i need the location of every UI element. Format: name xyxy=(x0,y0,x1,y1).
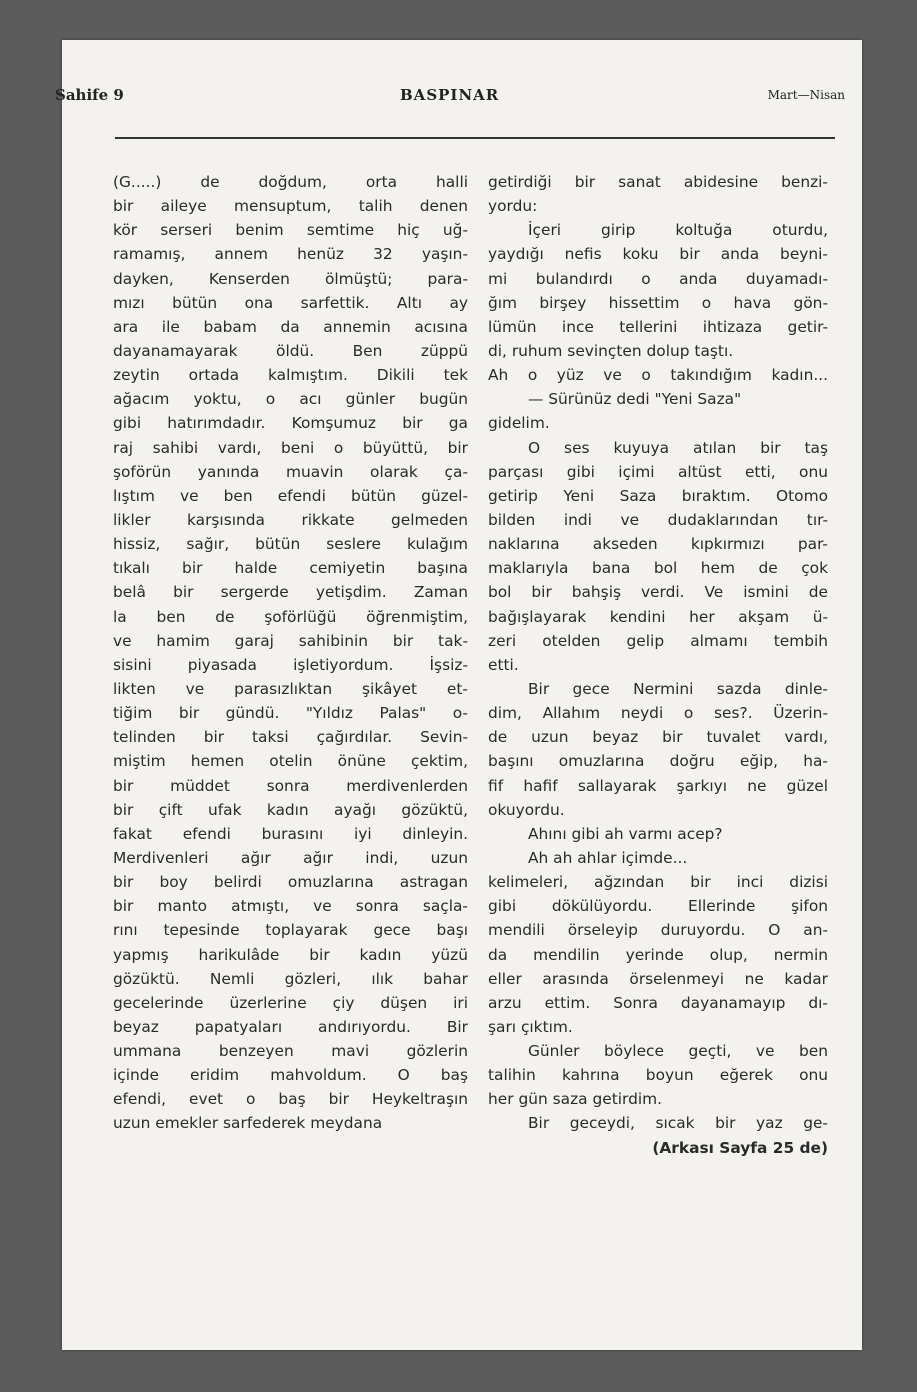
text-line: ummana benzeyen mavi gözlerin xyxy=(113,1042,468,1061)
text-line: zeri otelden gelip almamı tembih xyxy=(488,631,828,650)
text-line: ve hamim garaj sahibinin bir tak- xyxy=(113,631,468,650)
text-line: gecelerinde üzerlerine çiy düşen iri xyxy=(113,993,468,1012)
text-line: okuyordu. xyxy=(488,800,565,819)
text-line: fakat efendi burasını iyi dinleyin. xyxy=(113,824,468,843)
text-line: mızı bütün ona sarfettik. Altı ay xyxy=(113,293,468,312)
text-line: bir çift ufak kadın ayağı gözüktü, xyxy=(113,800,468,819)
left-text-column xyxy=(113,170,468,1136)
text-line: gidelim. xyxy=(488,414,550,433)
text-line: tiğim bir gündü. "Yıldız Palas" o- xyxy=(113,704,468,723)
text-line: uzun emekler sarfederek meydana xyxy=(113,1114,383,1133)
text-line: dim, Allahım neydi o ses?. Üzerin- xyxy=(488,704,828,723)
text-line: ara ile babam da annemin acısına xyxy=(113,317,468,336)
text-line: bir aileye mensuptum, talih denen xyxy=(113,197,468,216)
text-line: bağışlayarak kendini her akşam ü- xyxy=(488,607,828,626)
text-line: Bir geceydi, sıcak bir yaz ge- xyxy=(528,1114,828,1133)
text-line: Merdivenleri ağır ağır indi, uzun xyxy=(113,848,468,867)
header-divider xyxy=(115,137,835,139)
text-line: içinde eridim mahvoldum. O baş xyxy=(113,1066,468,1085)
text-line: kelimeleri, ağzından bir inci dizisi xyxy=(488,873,828,892)
text-line: belâ bir sergerde yetişdim. Zaman xyxy=(113,583,468,602)
text-line: fif hafif sallayarak şarkıyı ne güzel xyxy=(488,776,828,795)
text-line: Bir gece Nermini sazda dinle- xyxy=(528,679,828,698)
page-header xyxy=(55,76,845,116)
text-line: mendili örseleyip duruyordu. O an- xyxy=(488,921,828,940)
text-line: Ah o yüz ve o takındığım kadın... xyxy=(488,366,828,385)
text-line: talihin kahrına boyun eğerek onu xyxy=(488,1066,828,1085)
text-line: Günler böylece geçti, ve ben xyxy=(528,1042,828,1061)
text-line: etti. xyxy=(488,655,519,674)
text-line: — Sürünüz dedi "Yeni Saza" xyxy=(528,390,742,409)
text-line: getirdiği bir sanat abidesine benzi- xyxy=(488,173,828,191)
text-line: Ahını gibi ah varmı acep? xyxy=(528,824,723,843)
text-line: yapmış harikulâde bir kadın yüzü xyxy=(113,945,468,964)
text-line: her gün saza getirdim. xyxy=(488,1090,663,1109)
text-line: sisini piyasada işletiyordum. İşsiz- xyxy=(113,655,468,674)
text-line: (G.....) de doğdum, orta halli xyxy=(113,173,468,191)
text-line: bir müddet sonra merdivenlerden xyxy=(113,776,468,795)
text-line: likler karşısında rikkate gelmeden xyxy=(113,510,468,529)
text-line: efendi, evet o baş bir Heykeltraşın xyxy=(113,1090,468,1109)
issue-date: Mart—Nisan xyxy=(767,88,845,102)
text-line: gibi dökülüyordu. Ellerinde şifon xyxy=(488,897,828,916)
text-line: miştim hemen otelin önüne çektim, xyxy=(113,752,468,771)
text-line: da mendilin yerinde olup, nermin xyxy=(488,945,828,964)
text-line: lümün ince tellerini ihtizaza getir- xyxy=(488,317,828,336)
text-line: tıkalı bir halde cemiyetin başına xyxy=(113,559,468,578)
text-line: hissiz, sağır, bütün seslere kulağım xyxy=(113,535,468,554)
text-line: naklarına akseden kıpkırmızı par- xyxy=(488,535,828,554)
text-line: yaydığı nefis koku bir anda beyni- xyxy=(488,245,828,264)
text-line: eller arasında örselenmeyi ne kadar xyxy=(488,969,828,988)
text-line: bir boy belirdi omuzlarına astragan xyxy=(113,873,468,892)
text-line: likten ve parasızlıktan şikâyet et- xyxy=(113,679,468,698)
text-line: parçası gibi içimi altüst etti, onu xyxy=(488,462,828,481)
text-line: İçeri girip koltuğa oturdu, xyxy=(528,221,828,240)
page-number-label: Sahife 9 xyxy=(55,86,124,104)
text-line: bilden indi ve dudaklarından tır- xyxy=(488,510,828,529)
text-line: mi bulandırdı o anda duyamadı- xyxy=(488,269,828,288)
right-text-column xyxy=(488,170,828,1160)
text-line: telinden bir taksi çağırdılar. Sevin- xyxy=(113,728,468,747)
text-line: ağacım yoktu, o acı günler bugün xyxy=(113,390,468,409)
text-line: yordu: xyxy=(488,197,538,216)
text-line: zeytin ortada kalmıştım. Dikili tek xyxy=(113,366,468,385)
text-line: dayanamayarak öldü. Ben züppü xyxy=(113,341,468,360)
text-line: lıştım ve ben efendi bütün güzel- xyxy=(113,486,468,505)
text-line: getirip Yeni Saza bıraktım. Otomo xyxy=(488,486,828,505)
text-line: bir manto atmıştı, ve sonra saçla- xyxy=(113,897,468,916)
text-line: O ses kuyuya atılan bir taş xyxy=(528,438,828,457)
text-line: başını omuzlarına doğru eğip, ha- xyxy=(488,752,828,771)
text-line: şarı çıktım. xyxy=(488,1017,573,1036)
text-line: ramamış, annem henüz 32 yaşın- xyxy=(113,245,468,264)
text-line: de uzun beyaz bir tuvalet vardı, xyxy=(488,728,828,747)
publication-title: BASPINAR xyxy=(400,86,500,104)
text-line: (Arkası Sayfa 25 de) xyxy=(652,1138,828,1157)
text-line: dayken, Kenserden ölmüştü; para- xyxy=(113,269,468,288)
text-line: beyaz papatyaları andırıyordu. Bir xyxy=(113,1017,468,1036)
text-line: la ben de şoförlüğü öğrenmiştim, xyxy=(113,607,468,626)
text-line: Ah ah ahlar içimde... xyxy=(528,848,688,867)
text-line: bol bir bahşiş verdi. Ve ismini de xyxy=(488,583,828,602)
text-line: raj sahibi vardı, beni o büyüttü, bir xyxy=(113,438,468,457)
text-line: ğım birşey hissettim o hava gön- xyxy=(488,293,828,312)
text-line: gözüktü. Nemli gözleri, ılık bahar xyxy=(113,969,468,988)
text-line: şoförün yanında muavin olarak ça- xyxy=(113,462,468,481)
text-line: di, ruhum sevinçten dolup taştı. xyxy=(488,341,734,360)
text-line: kör serseri benim semtime hiç uğ- xyxy=(113,221,468,240)
text-line: rını tepesinde toplayarak gece başı xyxy=(113,921,468,940)
text-line: gibi hatırımdadır. Komşumuz bir ga xyxy=(113,414,468,433)
text-line: maklarıyla bana bol hem de çok xyxy=(488,559,828,578)
text-line: arzu ettim. Sonra dayanamayıp dı- xyxy=(488,993,828,1012)
